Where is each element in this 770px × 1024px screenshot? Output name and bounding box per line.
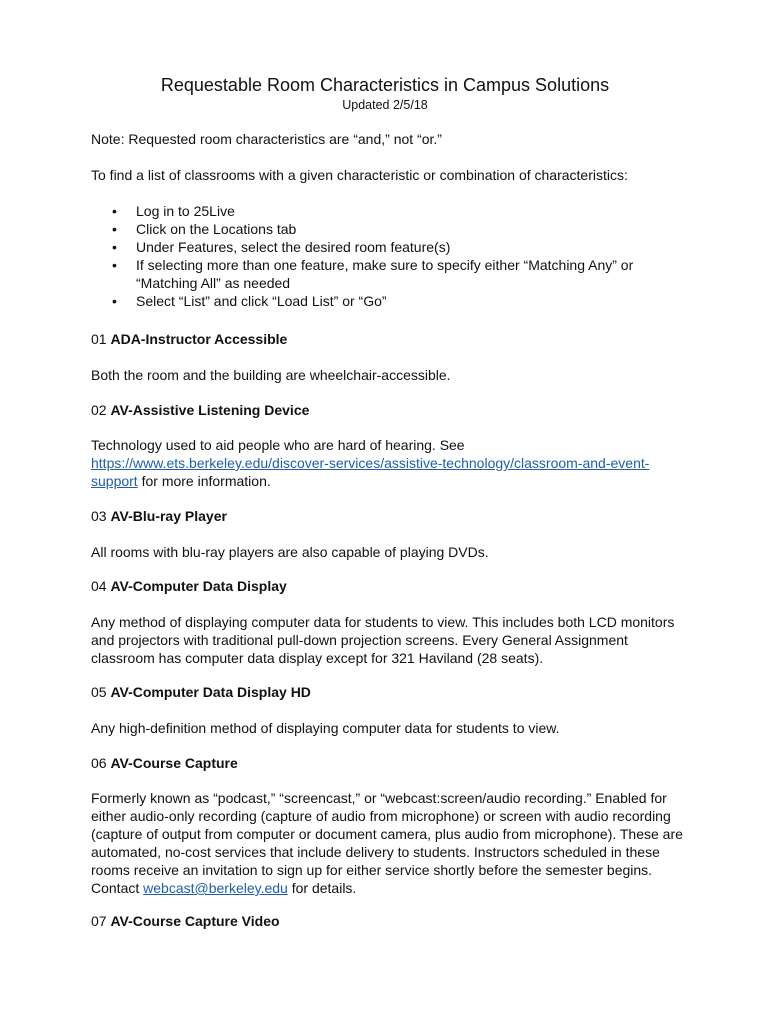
bullet-icon: • bbox=[112, 239, 117, 255]
assistive-technology-link-cont[interactable]: support bbox=[91, 473, 138, 489]
section-text-02: Technology used to aid people who are hard of hearing. See https://www.ets.berkeley.edu/discover-services/assistive-technology/classroom-and-event- support for more information. bbox=[91, 437, 650, 489]
list-item: • Log in to 25Live bbox=[112, 203, 235, 219]
section-heading-04: 04 AV-Computer Data Display bbox=[91, 578, 287, 594]
assistive-technology-link[interactable]: https://www.ets.berkeley.edu/discover-services/assistive-technology/classroom-and-event- bbox=[91, 455, 650, 471]
list-item: • Click on the Locations tab bbox=[112, 221, 297, 237]
section-heading-03: 03 AV-Blu-ray Player bbox=[91, 508, 227, 524]
list-item: • Select “List” and click “Load List” or “Go” bbox=[112, 293, 387, 309]
bullet-icon: • bbox=[112, 293, 117, 309]
section-text-06: Formerly known as “podcast,” “screencast,” or “webcast:screen/audio recording.” Enabled for either audio-only recording (capture of audio from microphone) or screen with audio recording (capture of output from computer or document camera, plus audio from microphone). These are automated, no-cost services that include delivery to students. Instructors scheduled in these rooms receive an invitation to sign up for either service shortly before the semester begins. Contact webcast@berkeley.edu for details. bbox=[91, 790, 683, 896]
page-title: Requestable Room Characteristics in Campus Solutions bbox=[160, 75, 610, 95]
updated-date: Updated 2/5/18 bbox=[342, 98, 428, 112]
list-item: • If selecting more than one feature, make sure to specify either “Matching Any” or “Matching All” as needed bbox=[112, 257, 634, 291]
webcast-email-link[interactable]: webcast@berkeley.edu bbox=[143, 880, 288, 896]
section-heading-05: 05 AV-Computer Data Display HD bbox=[91, 684, 311, 700]
section-text-01: Both the room and the building are wheelchair-accessible. bbox=[91, 367, 451, 383]
section-text-03: All rooms with blu-ray players are also capable of playing DVDs. bbox=[91, 544, 489, 560]
section-text-05: Any high-definition method of displaying computer data for students to view. bbox=[91, 720, 560, 736]
bullet-icon: • bbox=[112, 221, 117, 237]
list-item: • Under Features, select the desired room feature(s) bbox=[112, 239, 451, 255]
section-heading-07: 07 AV-Course Capture Video bbox=[91, 913, 280, 929]
section-heading-01: 01 ADA-Instructor Accessible bbox=[91, 331, 288, 347]
bullet-icon: • bbox=[112, 257, 117, 273]
steps-list bbox=[91, 202, 691, 310]
section-heading-02: 02 AV-Assistive Listening Device bbox=[91, 402, 310, 418]
find-instructions: To find a list of classrooms with a given characteristic or combination of characteristics: bbox=[91, 167, 628, 183]
bullet-icon: • bbox=[112, 203, 117, 219]
section-heading-06: 06 AV-Course Capture bbox=[91, 755, 238, 771]
section-text-04: Any method of displaying computer data for students to view. This includes both LCD monitors and projectors with traditional pull-down projection screens. Every General Assignment classroom has computer data display except for 321 Haviland (28 seats). bbox=[91, 614, 675, 666]
note-text: Note: Requested room characteristics are “and,” not “or.” bbox=[91, 131, 442, 147]
